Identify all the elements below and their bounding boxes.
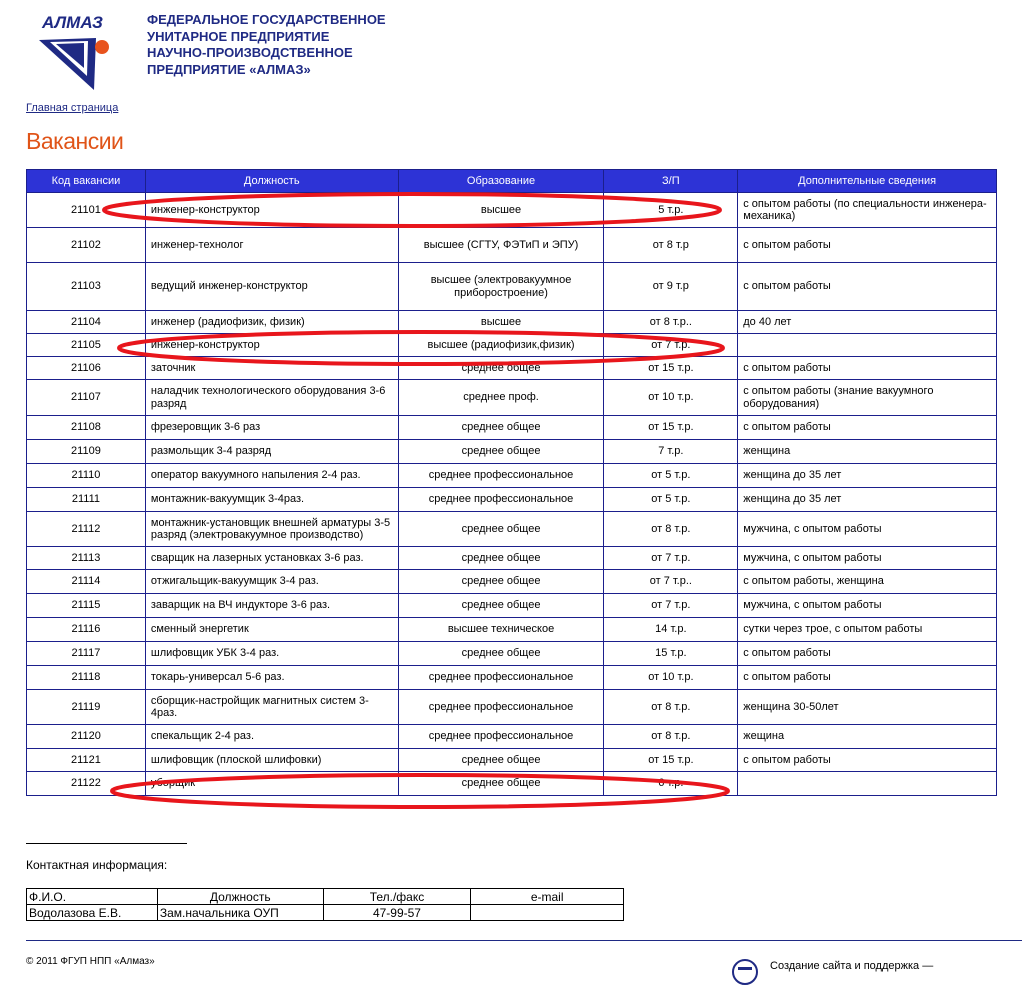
vacancy-position: оператор вакуумного напыления 2-4 раз. bbox=[145, 464, 398, 488]
vacancy-salary: от 15 т.р. bbox=[604, 357, 738, 380]
vacancy-position: сменный энергетик bbox=[145, 618, 398, 642]
vacancy-extra: с опытом работы bbox=[738, 749, 997, 772]
vacancy-position: заточник bbox=[145, 357, 398, 380]
vacancy-education: среднее общее bbox=[398, 357, 604, 380]
org-line: НАУЧНО-ПРОИЗВОДСТВЕННОЕ bbox=[147, 45, 353, 60]
vacancy-position: наладчик технологического оборудования 3-6 разряд bbox=[145, 380, 398, 416]
table-row bbox=[27, 193, 997, 228]
contact-role: Зам.начальника ОУП bbox=[157, 905, 323, 921]
contact-header: Должность bbox=[157, 889, 323, 905]
vacancy-code: 21101 bbox=[27, 193, 146, 228]
contact-header: Тел./факс bbox=[323, 889, 471, 905]
table-row bbox=[27, 512, 997, 547]
vacancy-extra: с опытом работы (по специальности инженера-механика) bbox=[738, 193, 997, 228]
table-row bbox=[27, 464, 997, 488]
developer-credit[interactable]: Создание сайта и поддержка — bbox=[770, 960, 934, 972]
table-row bbox=[27, 263, 997, 311]
vacancy-code: 21114 bbox=[27, 570, 146, 594]
vacancy-position: спекальщик 2-4 раз. bbox=[145, 725, 398, 749]
footer-divider bbox=[26, 940, 1022, 941]
vacancy-salary: 7 т.р. bbox=[604, 440, 738, 464]
vacancy-education: высшее техническое bbox=[398, 618, 604, 642]
table-row bbox=[27, 725, 997, 749]
vacancy-extra: с опытом работы bbox=[738, 357, 997, 380]
vacancy-salary: 14 т.р. bbox=[604, 618, 738, 642]
vacancy-salary: 15 т.р. bbox=[604, 642, 738, 666]
vacancy-code: 21106 bbox=[27, 357, 146, 380]
table-row bbox=[27, 749, 997, 772]
header-extra: Дополнительные сведения bbox=[738, 170, 997, 193]
vacancy-salary: от 10 т.р. bbox=[604, 380, 738, 416]
vacancy-extra: женщина до 35 лет bbox=[738, 488, 997, 512]
vacancy-salary: от 15 т.р. bbox=[604, 749, 738, 772]
organization-name bbox=[147, 12, 386, 78]
vacancy-salary: от 8 т.р. bbox=[604, 725, 738, 749]
vacancy-extra: с опытом работы (знание вакуумного оборудования) bbox=[738, 380, 997, 416]
vacancy-code: 21116 bbox=[27, 618, 146, 642]
vacancy-extra: женщина до 35 лет bbox=[738, 464, 997, 488]
vacancy-code: 21110 bbox=[27, 464, 146, 488]
vacancy-extra: мужчина, с опытом работы bbox=[738, 594, 997, 618]
vacancy-position: ведущий инженер-конструктор bbox=[145, 263, 398, 311]
org-line: ФЕДЕРАЛЬНОЕ ГОСУДАРСТВЕННОЕ bbox=[147, 12, 386, 27]
table-row bbox=[27, 570, 997, 594]
vacancy-salary: от 8 т.р. bbox=[604, 690, 738, 725]
vacancy-extra bbox=[738, 334, 997, 357]
contact-label: Контактная информация: bbox=[26, 858, 168, 872]
vacancy-position: фрезеровщик 3-6 раз bbox=[145, 416, 398, 440]
vacancy-education: высшее bbox=[398, 193, 604, 228]
table-row bbox=[27, 594, 997, 618]
vacancy-extra: с опытом работы bbox=[738, 263, 997, 311]
table-row bbox=[27, 228, 997, 263]
vacancy-education: среднее профессиональное bbox=[398, 464, 604, 488]
vacancy-extra: с опытом работы bbox=[738, 416, 997, 440]
table-row bbox=[27, 642, 997, 666]
table-row bbox=[27, 311, 997, 334]
vacancy-code: 21122 bbox=[27, 772, 146, 796]
vacancy-education: среднее общее bbox=[398, 547, 604, 570]
vacancy-education: среднее общее bbox=[398, 512, 604, 547]
vacancy-position: шлифовщик (плоской шлифовки) bbox=[145, 749, 398, 772]
copyright: © 2011 ФГУП НПП «Алмаз» bbox=[26, 956, 155, 967]
vacancies-table bbox=[26, 169, 997, 796]
vacancy-position: инженер-технолог bbox=[145, 228, 398, 263]
vacancy-education: среднее профессиональное bbox=[398, 725, 604, 749]
vacancy-salary: от 7 т.р.. bbox=[604, 570, 738, 594]
vacancy-education: высшее (СГТУ, ФЭТиП и ЭПУ) bbox=[398, 228, 604, 263]
page-title: Вакансии bbox=[26, 128, 124, 154]
contact-header: Ф.И.О. bbox=[27, 889, 158, 905]
vacancy-code: 21102 bbox=[27, 228, 146, 263]
vacancy-salary: 5 т.р. bbox=[604, 193, 738, 228]
vacancy-code: 21111 bbox=[27, 488, 146, 512]
vacancy-extra: до 40 лет bbox=[738, 311, 997, 334]
contact-email[interactable] bbox=[471, 905, 624, 921]
vacancy-position: размольщик 3-4 разряд bbox=[145, 440, 398, 464]
vacancy-position: монтажник-вакуумщик 3-4раз. bbox=[145, 488, 398, 512]
vacancy-education: среднее общее bbox=[398, 749, 604, 772]
vacancy-salary: от 7 т.р. bbox=[604, 547, 738, 570]
vacancy-position: отжигальщик-вакуумщик 3-4 раз. bbox=[145, 570, 398, 594]
header-salary: З/П bbox=[604, 170, 738, 193]
table-row bbox=[27, 334, 997, 357]
contact-header-row bbox=[27, 889, 624, 905]
vacancy-education: среднее общее bbox=[398, 642, 604, 666]
contact-row bbox=[27, 905, 624, 921]
vacancy-education: среднее общее bbox=[398, 570, 604, 594]
vacancy-code: 21104 bbox=[27, 311, 146, 334]
contact-phone: 47-99-57 bbox=[323, 905, 471, 921]
table-row bbox=[27, 772, 997, 796]
vacancy-code: 21113 bbox=[27, 547, 146, 570]
contact-table bbox=[26, 888, 624, 921]
table-row bbox=[27, 380, 997, 416]
vacancy-extra: с опытом работы, женщина bbox=[738, 570, 997, 594]
vacancy-extra bbox=[738, 772, 997, 796]
vacancy-education: среднее общее bbox=[398, 772, 604, 796]
vacancy-code: 21121 bbox=[27, 749, 146, 772]
vacancy-education: среднее общее bbox=[398, 440, 604, 464]
vacancy-position: сборщик-настройщик магнитных систем 3-4раз. bbox=[145, 690, 398, 725]
vacancy-education: среднее общее bbox=[398, 594, 604, 618]
vacancy-position: инженер-конструктор bbox=[145, 334, 398, 357]
table-row bbox=[27, 416, 997, 440]
developer-logo-icon[interactable] bbox=[731, 958, 759, 986]
vacancy-position: токарь-универсал 5-6 раз. bbox=[145, 666, 398, 690]
vacancy-education: среднее общее bbox=[398, 416, 604, 440]
vacancy-position: инженер (радиофизик, физик) bbox=[145, 311, 398, 334]
vacancy-education: высшее (радиофизик,физик) bbox=[398, 334, 604, 357]
header-code: Код вакансии bbox=[27, 170, 146, 193]
logo-text: АЛМАЗ bbox=[42, 13, 103, 32]
vacancy-extra: с опытом работы bbox=[738, 666, 997, 690]
vacancy-education: среднее проф. bbox=[398, 380, 604, 416]
vacancy-extra: сутки через трое, с опытом работы bbox=[738, 618, 997, 642]
table-row bbox=[27, 440, 997, 464]
vacancy-extra: мужчина, с опытом работы bbox=[738, 512, 997, 547]
almaz-logo bbox=[36, 10, 122, 92]
vacancy-extra: женщина 30-50лет bbox=[738, 690, 997, 725]
vacancy-code: 21112 bbox=[27, 512, 146, 547]
vacancy-salary: от 5 т.р. bbox=[604, 488, 738, 512]
vacancy-salary: от 7 т.р. bbox=[604, 334, 738, 357]
vacancy-salary: от 5 т.р. bbox=[604, 464, 738, 488]
vacancy-code: 21120 bbox=[27, 725, 146, 749]
contact-name: Водолазова Е.В. bbox=[27, 905, 158, 921]
vacancy-code: 21108 bbox=[27, 416, 146, 440]
vacancy-education: высшее (электровакуумное приборостроение) bbox=[398, 263, 604, 311]
vacancy-salary: от 8 т.р. bbox=[604, 512, 738, 547]
vacancy-position: сварщик на лазерных установках 3-6 раз. bbox=[145, 547, 398, 570]
org-line: УНИТАРНОЕ ПРЕДПРИЯТИЕ bbox=[147, 28, 330, 44]
vacancy-position: заварщик на ВЧ индукторе 3-6 раз. bbox=[145, 594, 398, 618]
vacancy-code: 21118 bbox=[27, 666, 146, 690]
vacancy-position: инженер-конструктор bbox=[145, 193, 398, 228]
table-row bbox=[27, 666, 997, 690]
table-row bbox=[27, 357, 997, 380]
divider bbox=[26, 843, 187, 844]
vacancy-education: среднее профессиональное bbox=[398, 666, 604, 690]
table-row bbox=[27, 547, 997, 570]
vacancy-code: 21119 bbox=[27, 690, 146, 725]
vacancy-extra: мужчина, с опытом работы bbox=[738, 547, 997, 570]
vacancy-education: среднее профессиональное bbox=[398, 690, 604, 725]
table-row bbox=[27, 690, 997, 725]
vacancy-code: 21103 bbox=[27, 263, 146, 311]
table-row bbox=[27, 488, 997, 512]
vacancy-salary: от 7 т.р. bbox=[604, 594, 738, 618]
vacancy-salary: от 15 т.р. bbox=[604, 416, 738, 440]
org-line: ПРЕДПРИЯТИЕ «АЛМАЗ» bbox=[147, 61, 311, 77]
vacancy-position: шлифовщик УБК 3-4 раз. bbox=[145, 642, 398, 666]
vacancy-salary: от 8 т.р.. bbox=[604, 311, 738, 334]
vacancy-extra: с опытом работы bbox=[738, 642, 997, 666]
vacancy-code: 21105 bbox=[27, 334, 146, 357]
vacancy-salary: от 10 т.р. bbox=[604, 666, 738, 690]
vacancy-extra: с опытом работы bbox=[738, 228, 997, 263]
home-link[interactable]: Главная страница bbox=[26, 102, 119, 114]
vacancy-salary: от 9 т.р bbox=[604, 263, 738, 311]
vacancy-position: уборщик bbox=[145, 772, 398, 796]
vacancy-code: 21115 bbox=[27, 594, 146, 618]
vacancy-salary: от 8 т.р bbox=[604, 228, 738, 263]
vacancy-code: 21109 bbox=[27, 440, 146, 464]
table-header-row bbox=[27, 170, 997, 193]
vacancy-extra: женщина bbox=[738, 440, 997, 464]
vacancy-code: 21107 bbox=[27, 380, 146, 416]
vacancy-education: среднее профессиональное bbox=[398, 488, 604, 512]
vacancy-position: монтажник-установщик внешней арматуры 3-5 разряд (электровакуумное производство) bbox=[145, 512, 398, 547]
vacancy-extra: жещина bbox=[738, 725, 997, 749]
vacancy-code: 21117 bbox=[27, 642, 146, 666]
vacancy-salary: 6 т.р. bbox=[604, 772, 738, 796]
header-education: Образование bbox=[398, 170, 604, 193]
header-position: Должность bbox=[145, 170, 398, 193]
table-row bbox=[27, 618, 997, 642]
vacancy-education: высшее bbox=[398, 311, 604, 334]
contact-header: e-mail bbox=[471, 889, 624, 905]
